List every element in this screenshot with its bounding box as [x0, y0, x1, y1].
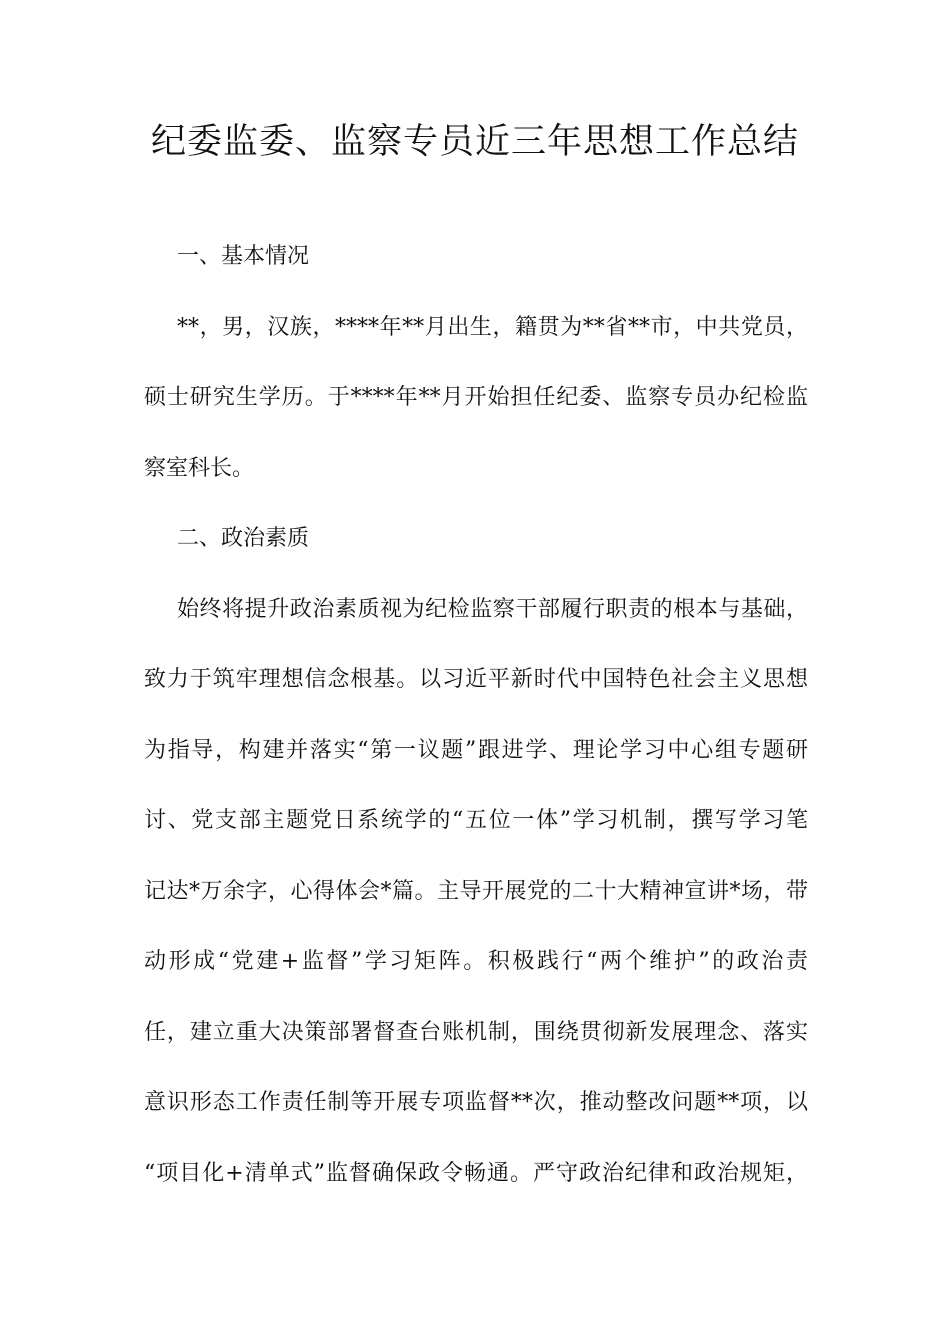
- text-line: 致力于筑牢理想信念根基。以习近平新时代中国特色社会主义思想: [144, 667, 808, 692]
- text-line: 动形成“党建+监督”学习矩阵。积极践行“两个维护”的政治责: [144, 949, 808, 974]
- paragraph: [144, 293, 808, 505]
- paragraph: [144, 575, 808, 1210]
- text-line: 始终将提升政治素质视为纪检监察干部履行职责的根本与基础，: [177, 596, 808, 622]
- text-line: 察室科长。: [144, 455, 255, 481]
- text-line: **，男，汉族，****年**月出生，籍贯为**省**市，中共党员，: [177, 314, 808, 340]
- section-political-quality: [144, 504, 808, 1209]
- document-title: 纪委监委、监察专员近三年思想工作总结: [150, 122, 799, 162]
- text-line: 为指导，构建并落实“第一议题”跟进学、理论学习中心组专题研: [144, 737, 808, 763]
- text-line: 讨、党支部主题党日系统学的“五位一体”学习机制，撰写学习笔: [144, 808, 808, 833]
- text-line: 意识形态工作责任制等开展专项监督**次，推动整改问题**项，以: [144, 1090, 808, 1115]
- text-line: 记达*万余字，心得体会*篇。主导开展党的二十大精神宣讲*场，带: [144, 878, 808, 904]
- text-line: “项目化+清单式”监督确保政令畅通。严守政治纪律和政治规矩，: [144, 1160, 808, 1186]
- document-body: [144, 222, 808, 1209]
- text-line: 任，建立重大决策部署督查台账机制，围绕贯彻新发展理念、落实: [144, 1019, 808, 1045]
- text-line: 硕士研究生学历。于****年**月开始担任纪委、监察专员办纪检监: [144, 385, 808, 410]
- section-heading: 一、基本情况: [177, 244, 310, 269]
- section-heading: 二、政治素质: [177, 526, 310, 551]
- section-basic-info: [144, 222, 808, 504]
